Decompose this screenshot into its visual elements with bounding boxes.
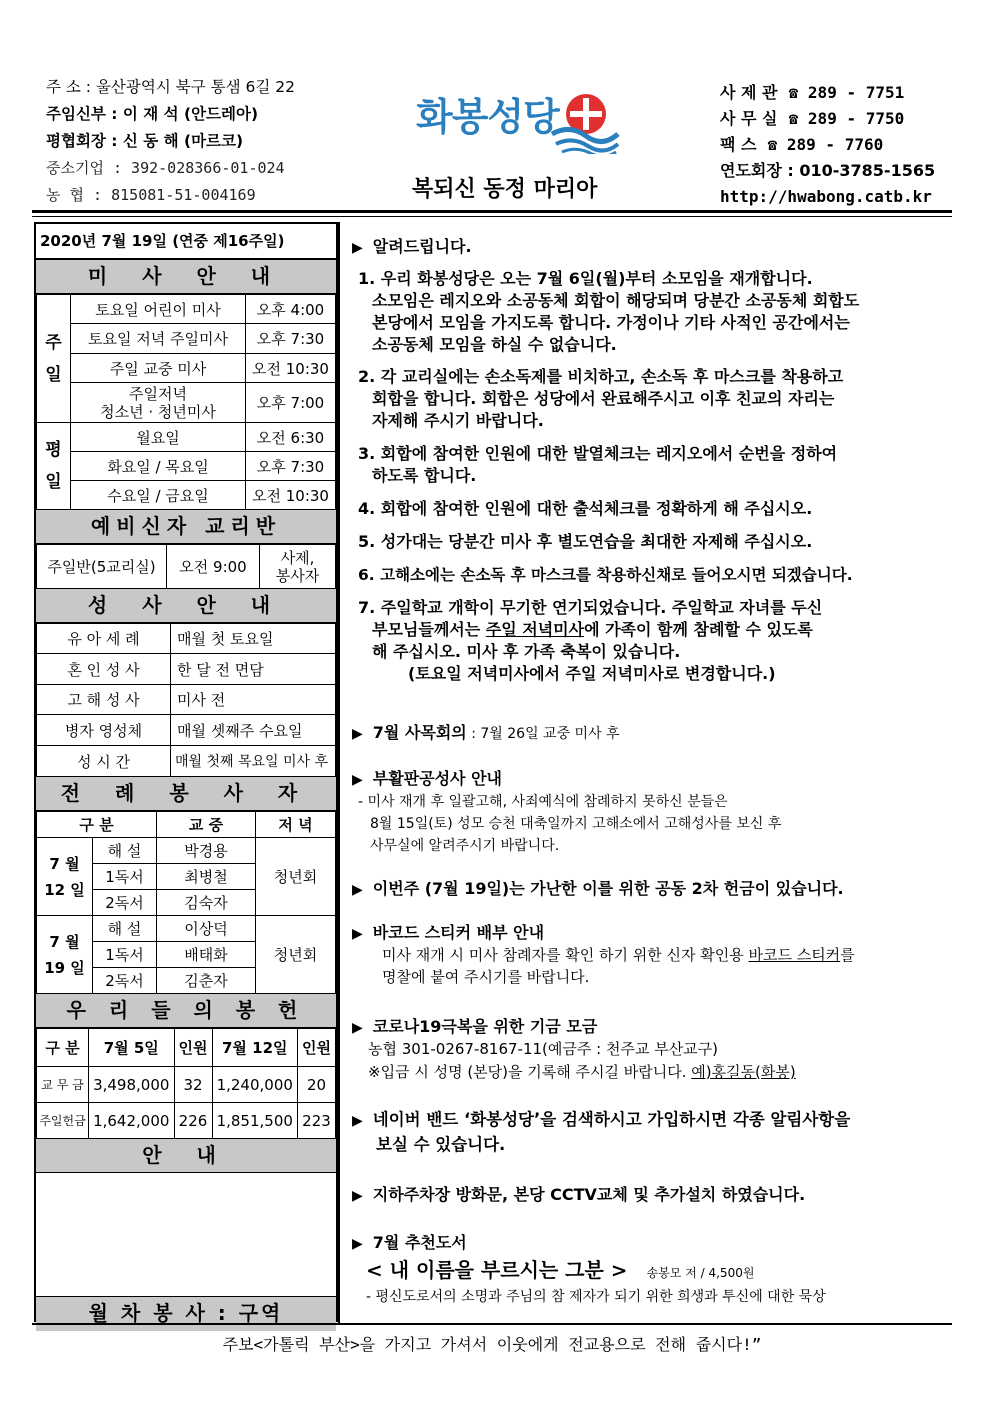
offering-col-count2: 인원	[298, 1029, 336, 1067]
mass-time: 오후 7:30	[246, 452, 336, 481]
covid-fund-heading: ▶ 코로나19극복을 위한 기금 모금	[352, 1017, 598, 1036]
mass-name: 수요일 / 금요일	[71, 481, 246, 510]
liturgy-date: 7 월 19 일	[37, 916, 93, 994]
catechumen-table	[36, 544, 336, 589]
offering-count: 20	[298, 1067, 336, 1103]
liturgy-heading: 전 례 봉 사 자	[36, 777, 336, 811]
offering-count: 226	[174, 1103, 212, 1139]
triangle-bullet-icon: ▶	[352, 1020, 363, 1036]
triangle-bullet-icon: ▶	[352, 1113, 363, 1129]
announce-item-5: 5. 성가대는 당분간 미사 후 별도연습을 최대한 자제해 주십시오.	[358, 532, 813, 551]
triangle-bullet-icon: ▶	[352, 882, 363, 898]
catechumen-heading: 예비신자 교리반	[36, 510, 336, 544]
naver-band-notice: ▶ 네이버 밴드 ‘화봉성당’을 검색하시고 가입하시면 각종 알림사항을 보실 수 있습니다.	[352, 1110, 851, 1154]
mass-name: 화요일 / 목요일	[71, 452, 246, 481]
header-right	[720, 80, 960, 210]
offering-heading: 우 리 들 의 봉 헌	[36, 994, 336, 1028]
sacrament-when: 한 달 전 면담	[171, 654, 336, 685]
header-left	[46, 74, 346, 209]
sacrament-name: 성 시 간	[37, 746, 171, 777]
left-column	[34, 222, 338, 1325]
liturgy-col-category: 구 분	[37, 812, 157, 838]
sacrament-when: 미사 전	[171, 685, 336, 715]
triangle-bullet-icon: ▶	[352, 772, 363, 788]
sacrament-name: 혼 인 성 사	[37, 654, 171, 685]
liturgy-role: 1독서	[93, 864, 157, 890]
mass-name: 주일저녁 청소년 · 청년미사	[71, 383, 246, 423]
liturgy-role: 해 설	[93, 838, 157, 864]
fax-label: 팩 스	[720, 135, 757, 154]
weekday-label: 평 일	[37, 423, 71, 510]
offering-amount: 1,240,000	[212, 1067, 298, 1103]
logo-block	[400, 80, 630, 200]
sacrament-when: 매월 첫째 목요일 미사 후	[171, 746, 336, 777]
mass-name: 주일 교중 미사	[71, 354, 246, 383]
monthly-service: 월 차 봉 사 : 구역	[36, 1297, 336, 1331]
sacrament-name: 병자 영성체	[37, 715, 171, 746]
offering-table	[36, 1028, 336, 1139]
footer-divider	[32, 1323, 952, 1325]
offering-col-date2: 7월 12일	[212, 1029, 298, 1067]
account-1: 중소기업 : 392-028366-01-024	[46, 159, 285, 177]
rectory-label: 사 제 관	[720, 83, 778, 102]
mass-time: 오후 7:00	[246, 383, 336, 423]
account-2: 농 협 : 815081-51-004169	[46, 186, 256, 204]
liturgy-date: 7 월 12 일	[37, 838, 93, 916]
mass-name: 월요일	[71, 423, 246, 452]
offering-col-count1: 인원	[174, 1029, 212, 1067]
liturgy-role: 1독서	[93, 942, 157, 968]
announce-item-4: 4. 회합에 참여한 인원에 대한 출석체크를 정확하게 해 주십시오.	[358, 499, 813, 518]
parking-notice: ▶ 지하주차장 방화문, 본당 CCTV교체 및 추가설치 하였습니다.	[352, 1185, 806, 1204]
sacrament-when: 매월 첫 토요일	[171, 624, 336, 654]
triangle-bullet-icon: ▶	[352, 1188, 363, 1204]
catechumen-teacher: 사제, 봉사자	[260, 545, 336, 589]
book-author: 송봉모 저 / 4,500원	[646, 1266, 755, 1280]
offering-label: 주일헌금	[37, 1103, 89, 1139]
office-label: 사 무 실	[720, 109, 778, 128]
liturgy-role: 해 설	[93, 916, 157, 942]
easter-confession-heading: ▶ 부활판공성사 안내	[352, 769, 502, 788]
church-name: 화봉성당	[416, 95, 559, 139]
offering-label: 교 무 금	[37, 1067, 89, 1103]
bulletin-date: 2020년 7월 19일 (연중 제16주일)	[36, 224, 336, 260]
catechumen-time: 오전 9:00	[167, 545, 260, 589]
mass-time: 오전 10:30	[246, 481, 336, 510]
header-divider	[32, 210, 952, 213]
footer-message: 주보<가톨릭 부산>을 가지고 가셔서 이웃에게 전교용으로 전해 줍시다!”	[222, 1335, 762, 1354]
office-phone: ☎ 289 - 7750	[788, 109, 905, 128]
council-notice: ▶ 7월 사목회의 : 7월 26일 교중 미사 후	[352, 723, 620, 742]
mass-time: 오후 4:00	[246, 295, 336, 324]
mass-time: 오전 10:30	[246, 354, 336, 383]
mass-schedule-heading: 미 사 안 내	[36, 260, 336, 294]
address: 주 소 : 울산광역시 북구 통샘 6길 22	[46, 78, 295, 96]
mass-name: 토요일 어린이 미사	[71, 295, 246, 324]
offering-col-category: 구 분	[37, 1029, 89, 1067]
liturgy-role: 2독서	[93, 890, 157, 916]
announce-item-1: 1. 우리 화봉성당은 오는 7월 6일(월)부터 소모임을 재개합니다. 소모임은 레지오와 소공동체 회합이 해당되며 당분간 소공동체 회합도 본당에서 모임을 가지도록 합니다. 가정이나 기타 사적인 공간에서는 소공동체 모임을 하실 수 없습니다.	[358, 269, 860, 354]
triangle-bullet-icon: ▶	[352, 1236, 363, 1252]
offering-amount: 3,498,000	[89, 1067, 175, 1103]
mass-time: 오전 6:30	[246, 423, 336, 452]
liturgy-evening: 청년회	[256, 838, 336, 916]
triangle-bullet-icon: ▶	[352, 240, 363, 256]
announce-item-3: 3. 회합에 참여한 인원에 대한 발열체크는 레지오에서 순번을 정하여 하도록 합니다.	[358, 444, 838, 485]
liturgy-col-main: 교 중	[157, 812, 256, 838]
liturgy-table	[36, 811, 336, 994]
sacrament-name: 유 아 세 례	[37, 624, 171, 654]
rectory-phone: ☎ 289 - 7751	[788, 83, 905, 102]
church-logo-icon	[550, 90, 620, 154]
book-title-line	[366, 1254, 754, 1283]
notice-heading: 안 내	[36, 1139, 336, 1173]
mass-time: 오후 7:30	[246, 324, 336, 354]
column-divider	[338, 222, 340, 1323]
website-link[interactable]: http://hwabong.catb.kr	[720, 187, 932, 206]
liturgy-person: 최병철	[157, 864, 256, 890]
sacrament-name: 고 해 성 사	[37, 685, 171, 715]
book-heading: ▶ 7월 추천도서	[352, 1233, 467, 1252]
announce-item-6: 6. 고해소에는 손소독 후 마스크를 착용하신채로 들어오시면 되겠습니다.	[358, 566, 853, 584]
fax-phone: ☎ 289 - 7760	[767, 135, 884, 154]
barcode-heading: ▶ 바코드 스티커 배부 안내	[352, 923, 545, 942]
sunday-label: 주 일	[37, 295, 71, 423]
liturgy-person: 김숙자	[157, 890, 256, 916]
council-president: 평협회장 : 신 동 해 (마르코)	[46, 132, 244, 150]
easter-confession-body: - 미사 재개 후 일괄고해, 사죄예식에 참례하지 못하신 분들은 8월 15일(토) 성모 승천 대축일까지 고해소에서 고해성사를 보신 후 사무실에 알려주시기 바랍니다.	[358, 794, 782, 854]
association-phone: 연도회장 : 010-3785-1565	[720, 161, 936, 180]
header-divider-thin	[32, 216, 952, 217]
book-name: < 내 이름을 부르시는 그분 >	[366, 1258, 628, 1282]
liturgy-person: 이상덕	[157, 916, 256, 942]
sacrament-heading: 성 사 안 내	[36, 589, 336, 623]
liturgy-person: 배태화	[157, 942, 256, 968]
offering-count: 32	[174, 1067, 212, 1103]
liturgy-col-evening: 저 녁	[256, 812, 336, 838]
barcode-body: 미사 재개 시 미사 참례자를 확인 하기 위한 신자 확인용 바코드 스티커를 명찰에 붙여 주시기를 바랍니다.	[382, 946, 855, 986]
notice-area	[36, 1173, 336, 1297]
offering-count: 223	[298, 1103, 336, 1139]
pastor: 주임신부 : 이 재 석 (안드레아)	[46, 105, 259, 123]
mass-name: 토요일 저녁 주일미사	[71, 324, 246, 354]
liturgy-role: 2독서	[93, 968, 157, 994]
patron: 복되신 동정 마리아	[412, 177, 598, 202]
announce-item-7: 7. 주일학교 개학이 무기한 연기되었습니다. 주일학교 자녀를 두신 부모님들께서는 주일 저녁미사에 가족이 함께 참례할 수 있도록 해 주십시오. 미사 후 가족 축복이 있습니다. (토요일 저녁미사에서 주일 저녁미사로 변경합니다.)	[358, 598, 823, 683]
second-collection-notice: ▶ 이번주 (7월 19일)는 가난한 이를 위한 공동 2차 헌금이 있습니다.	[352, 879, 844, 898]
announce-heading: ▶ 알려드립니다.	[352, 237, 472, 256]
liturgy-person: 박경용	[157, 838, 256, 864]
liturgy-evening: 청년회	[256, 916, 336, 994]
book-description: - 평신도로서의 소명과 주님의 참 제자가 되기 위한 희생과 투신에 대한 묵상	[366, 1289, 826, 1305]
announce-item-2: 2. 각 교리실에는 손소독제를 비치하고, 손소독 후 마스크를 착용하고 회합을 합니다. 회합은 성당에서 완료해주시고 이후 친교의 자리는 자제해 주시기 바랍니다.	[358, 367, 844, 430]
triangle-bullet-icon: ▶	[352, 926, 363, 942]
sacrament-table	[36, 623, 336, 777]
offering-amount: 1,642,000	[89, 1103, 175, 1139]
liturgy-person: 김춘자	[157, 968, 256, 994]
mass-schedule-table	[36, 294, 336, 510]
offering-col-date1: 7월 5일	[89, 1029, 175, 1067]
sacrament-when: 매월 셋째주 수요일	[171, 715, 336, 746]
covid-fund-body: 농협 301-0267-8167-11(예금주 : 천주교 부산교구) ※입금 시 성명 (본당)을 기록해 주시길 바랍니다. 예)홍길동(화봉)	[368, 1040, 796, 1081]
offering-amount: 1,851,500	[212, 1103, 298, 1139]
catechumen-class: 주일반(5교리실)	[37, 545, 167, 589]
triangle-bullet-icon: ▶	[352, 726, 363, 742]
